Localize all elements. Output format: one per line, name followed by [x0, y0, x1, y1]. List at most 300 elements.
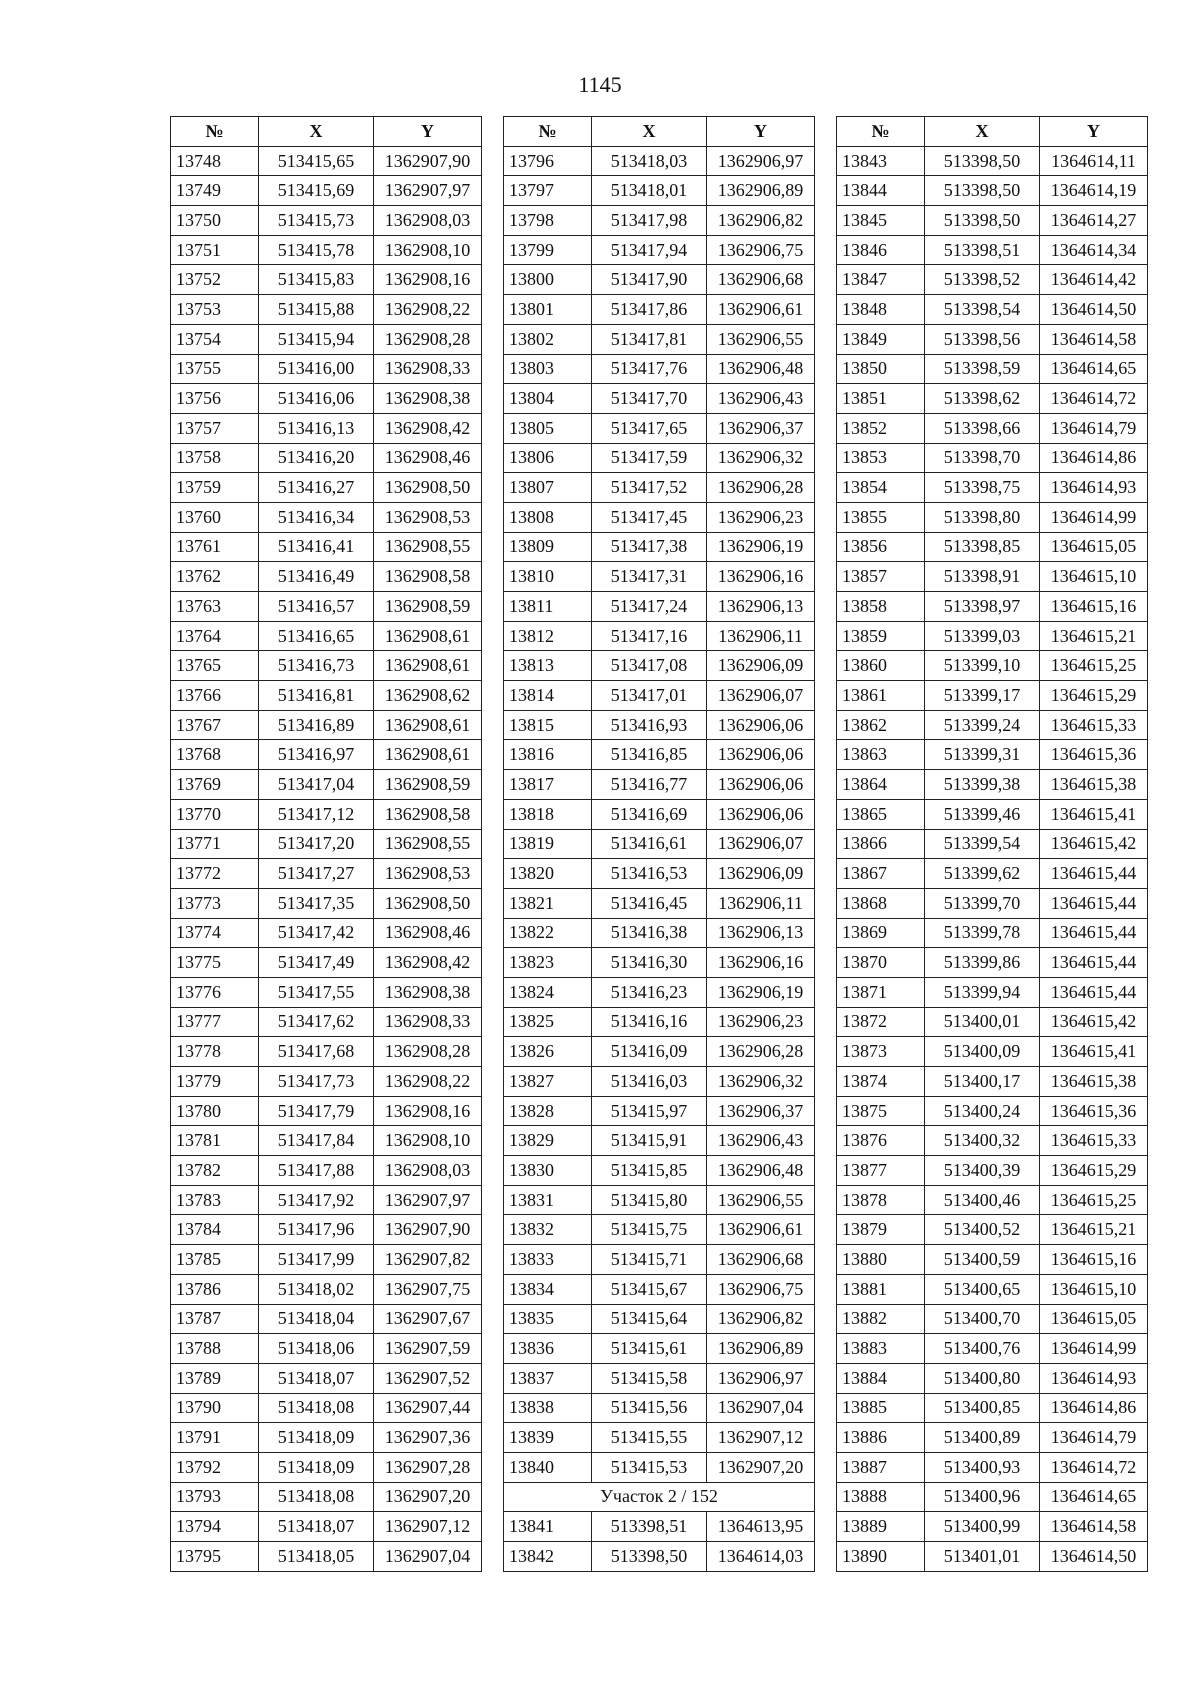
point-number-cell: 13812 [504, 621, 592, 651]
x-coordinate-cell: 513399,38 [925, 770, 1040, 800]
table-row [504, 651, 815, 681]
x-coordinate-cell: 513417,31 [592, 562, 707, 592]
x-coordinate-cell: 513400,39 [925, 1156, 1040, 1186]
x-coordinate-cell: 513415,71 [592, 1245, 707, 1275]
table-row [171, 1245, 482, 1275]
y-coordinate-cell: 1362907,20 [374, 1482, 482, 1512]
x-coordinate-cell: 513398,50 [925, 206, 1040, 236]
point-number-cell: 13873 [837, 1037, 925, 1067]
x-coordinate-cell: 513415,53 [592, 1452, 707, 1482]
table-row [504, 1304, 815, 1334]
y-coordinate-cell: 1364614,72 [1040, 1452, 1148, 1482]
table-row [504, 1334, 815, 1364]
y-coordinate-cell: 1362906,06 [707, 710, 815, 740]
x-coordinate-cell: 513416,09 [592, 1037, 707, 1067]
x-coordinate-cell: 513416,27 [259, 473, 374, 503]
point-number-cell: 13881 [837, 1274, 925, 1304]
column-header-x: X [925, 117, 1040, 147]
x-coordinate-cell: 513417,16 [592, 621, 707, 651]
table-row [171, 146, 482, 176]
point-number-cell: 13789 [171, 1363, 259, 1393]
x-coordinate-cell: 513418,05 [259, 1542, 374, 1572]
table-row [171, 1423, 482, 1453]
y-coordinate-cell: 1362908,50 [374, 888, 482, 918]
point-number-cell: 13798 [504, 206, 592, 236]
table-row [171, 829, 482, 859]
point-number-cell: 13782 [171, 1156, 259, 1186]
y-coordinate-cell: 1362906,16 [707, 948, 815, 978]
x-coordinate-cell: 513417,35 [259, 888, 374, 918]
y-coordinate-cell: 1364614,58 [1040, 1512, 1148, 1542]
point-number-cell: 13842 [504, 1542, 592, 1572]
table-row [504, 384, 815, 414]
point-number-cell: 13795 [171, 1542, 259, 1572]
table-row [504, 1363, 815, 1393]
point-number-cell: 13846 [837, 235, 925, 265]
point-number-cell: 13752 [171, 265, 259, 295]
y-coordinate-cell: 1362906,48 [707, 1156, 815, 1186]
table-row [504, 354, 815, 384]
x-coordinate-cell: 513400,89 [925, 1423, 1040, 1453]
x-coordinate-cell: 513415,78 [259, 235, 374, 265]
x-coordinate-cell: 513417,86 [592, 295, 707, 325]
y-coordinate-cell: 1362907,04 [707, 1393, 815, 1423]
y-coordinate-cell: 1364615,21 [1040, 621, 1148, 651]
table-row [171, 1482, 482, 1512]
table-row [171, 324, 482, 354]
point-number-cell: 13785 [171, 1245, 259, 1275]
x-coordinate-cell: 513418,07 [259, 1512, 374, 1542]
y-coordinate-cell: 1364613,95 [707, 1512, 815, 1542]
table-row [504, 592, 815, 622]
point-number-cell: 13833 [504, 1245, 592, 1275]
point-number-cell: 13806 [504, 443, 592, 473]
table-row [171, 1185, 482, 1215]
x-coordinate-cell: 513398,51 [592, 1512, 707, 1542]
table-row [837, 1334, 1148, 1364]
y-coordinate-cell: 1364615,44 [1040, 948, 1148, 978]
y-coordinate-cell: 1362907,12 [374, 1512, 482, 1542]
table-row [504, 681, 815, 711]
table-row [504, 1156, 815, 1186]
y-coordinate-cell: 1362906,28 [707, 473, 815, 503]
x-coordinate-cell: 513400,85 [925, 1393, 1040, 1423]
point-number-cell: 13790 [171, 1393, 259, 1423]
table-row [837, 1126, 1148, 1156]
point-number-cell: 13830 [504, 1156, 592, 1186]
x-coordinate-cell: 513415,75 [592, 1215, 707, 1245]
table-row [171, 888, 482, 918]
y-coordinate-cell: 1362908,10 [374, 235, 482, 265]
y-coordinate-cell: 1364614,79 [1040, 1423, 1148, 1453]
point-number-cell: 13886 [837, 1423, 925, 1453]
point-number-cell: 13780 [171, 1096, 259, 1126]
point-number-cell: 13810 [504, 562, 592, 592]
table-row [504, 1452, 815, 1482]
point-number-cell: 13755 [171, 354, 259, 384]
y-coordinate-cell: 1362906,89 [707, 176, 815, 206]
point-number-cell: 13751 [171, 235, 259, 265]
x-coordinate-cell: 513415,61 [592, 1334, 707, 1364]
y-coordinate-cell: 1362906,55 [707, 1185, 815, 1215]
y-coordinate-cell: 1364615,38 [1040, 1067, 1148, 1097]
y-coordinate-cell: 1364615,44 [1040, 977, 1148, 1007]
x-coordinate-cell: 513416,13 [259, 413, 374, 443]
y-coordinate-cell: 1362907,97 [374, 176, 482, 206]
point-number-cell: 13793 [171, 1482, 259, 1512]
table-row [171, 265, 482, 295]
y-coordinate-cell: 1362906,75 [707, 235, 815, 265]
y-coordinate-cell: 1362906,11 [707, 621, 815, 651]
point-number-cell: 13760 [171, 502, 259, 532]
column-header-number: № [837, 117, 925, 147]
point-number-cell: 13885 [837, 1393, 925, 1423]
table-row [837, 1037, 1148, 1067]
y-coordinate-cell: 1364615,05 [1040, 532, 1148, 562]
page-number: 1145 [578, 72, 622, 97]
point-number-cell: 13837 [504, 1363, 592, 1393]
x-coordinate-cell: 513416,65 [259, 621, 374, 651]
x-coordinate-cell: 513417,55 [259, 977, 374, 1007]
y-coordinate-cell: 1362906,28 [707, 1037, 815, 1067]
x-coordinate-cell: 513417,73 [259, 1067, 374, 1097]
x-coordinate-cell: 513416,38 [592, 918, 707, 948]
point-number-cell: 13856 [837, 532, 925, 562]
y-coordinate-cell: 1362908,03 [374, 1156, 482, 1186]
y-coordinate-cell: 1364615,44 [1040, 888, 1148, 918]
column-header-number: № [171, 117, 259, 147]
x-coordinate-cell: 513415,80 [592, 1185, 707, 1215]
table-row [504, 295, 815, 325]
y-coordinate-cell: 1364614,86 [1040, 443, 1148, 473]
table-row [837, 265, 1148, 295]
point-number-cell: 13797 [504, 176, 592, 206]
y-coordinate-cell: 1364615,10 [1040, 562, 1148, 592]
point-number-cell: 13779 [171, 1067, 259, 1097]
x-coordinate-cell: 513400,93 [925, 1452, 1040, 1482]
y-coordinate-cell: 1362906,82 [707, 1304, 815, 1334]
table-row [171, 1452, 482, 1482]
table-row [837, 710, 1148, 740]
table-row [171, 681, 482, 711]
point-number-cell: 13850 [837, 354, 925, 384]
table-row [504, 888, 815, 918]
point-number-cell: 13855 [837, 502, 925, 532]
point-number-cell: 13771 [171, 829, 259, 859]
y-coordinate-cell: 1362908,16 [374, 265, 482, 295]
table-row [837, 888, 1148, 918]
table-row [837, 681, 1148, 711]
y-coordinate-cell: 1362908,62 [374, 681, 482, 711]
y-coordinate-cell: 1362908,33 [374, 354, 482, 384]
y-coordinate-cell: 1364614,19 [1040, 176, 1148, 206]
x-coordinate-cell: 513418,08 [259, 1393, 374, 1423]
point-number-cell: 13765 [171, 651, 259, 681]
y-coordinate-cell: 1364614,50 [1040, 295, 1148, 325]
table-row [171, 1156, 482, 1186]
y-coordinate-cell: 1362908,22 [374, 1067, 482, 1097]
table-row [504, 206, 815, 236]
point-number-cell: 13770 [171, 799, 259, 829]
point-number-cell: 13821 [504, 888, 592, 918]
table-row [171, 770, 482, 800]
point-number-cell: 13829 [504, 1126, 592, 1156]
table-row [837, 1423, 1148, 1453]
table-row [837, 621, 1148, 651]
x-coordinate-cell: 513418,07 [259, 1363, 374, 1393]
table-row [171, 977, 482, 1007]
point-number-cell: 13775 [171, 948, 259, 978]
table-row [171, 918, 482, 948]
y-coordinate-cell: 1362908,10 [374, 1126, 482, 1156]
point-number-cell: 13815 [504, 710, 592, 740]
table-row [504, 829, 815, 859]
column-header-y: Y [374, 117, 482, 147]
point-number-cell: 13783 [171, 1185, 259, 1215]
y-coordinate-cell: 1362908,46 [374, 443, 482, 473]
point-number-cell: 13871 [837, 977, 925, 1007]
table-row [837, 1185, 1148, 1215]
section-row [504, 1482, 815, 1512]
x-coordinate-cell: 513415,97 [592, 1096, 707, 1126]
y-coordinate-cell: 1362907,04 [374, 1542, 482, 1572]
point-number-cell: 13774 [171, 918, 259, 948]
point-number-cell: 13794 [171, 1512, 259, 1542]
table-header-row [837, 117, 1148, 147]
y-coordinate-cell: 1364614,42 [1040, 265, 1148, 295]
table-row [837, 977, 1148, 1007]
table-row [171, 1393, 482, 1423]
y-coordinate-cell: 1364614,27 [1040, 206, 1148, 236]
x-coordinate-cell: 513398,51 [925, 235, 1040, 265]
point-number-cell: 13882 [837, 1304, 925, 1334]
y-coordinate-cell: 1364615,42 [1040, 1007, 1148, 1037]
point-number-cell: 13801 [504, 295, 592, 325]
y-coordinate-cell: 1362908,50 [374, 473, 482, 503]
x-coordinate-cell: 513415,83 [259, 265, 374, 295]
y-coordinate-cell: 1362908,22 [374, 295, 482, 325]
table-row [171, 1126, 482, 1156]
table-row [504, 770, 815, 800]
table-row [171, 1215, 482, 1245]
y-coordinate-cell: 1364615,25 [1040, 1185, 1148, 1215]
x-coordinate-cell: 513417,65 [592, 413, 707, 443]
y-coordinate-cell: 1362906,23 [707, 502, 815, 532]
column-header-x: X [259, 117, 374, 147]
column-header-y: Y [1040, 117, 1148, 147]
table-row [837, 1542, 1148, 1572]
table-row [837, 324, 1148, 354]
y-coordinate-cell: 1362908,55 [374, 829, 482, 859]
point-number-cell: 13781 [171, 1126, 259, 1156]
y-coordinate-cell: 1362908,59 [374, 770, 482, 800]
y-coordinate-cell: 1364615,29 [1040, 681, 1148, 711]
table-row [171, 1096, 482, 1126]
x-coordinate-cell: 513416,45 [592, 888, 707, 918]
table-row [171, 413, 482, 443]
x-coordinate-cell: 513416,77 [592, 770, 707, 800]
point-number-cell: 13857 [837, 562, 925, 592]
point-number-cell: 13869 [837, 918, 925, 948]
y-coordinate-cell: 1362906,19 [707, 977, 815, 1007]
point-number-cell: 13816 [504, 740, 592, 770]
table-row [171, 384, 482, 414]
y-coordinate-cell: 1362907,90 [374, 146, 482, 176]
table-row [504, 176, 815, 206]
x-coordinate-cell: 513416,93 [592, 710, 707, 740]
point-number-cell: 13838 [504, 1393, 592, 1423]
x-coordinate-cell: 513418,09 [259, 1452, 374, 1482]
point-number-cell: 13859 [837, 621, 925, 651]
coordinates-table-1 [170, 116, 482, 1572]
x-coordinate-cell: 513418,01 [592, 176, 707, 206]
point-number-cell: 13889 [837, 1512, 925, 1542]
table-row [504, 1215, 815, 1245]
y-coordinate-cell: 1362906,82 [707, 206, 815, 236]
point-number-cell: 13865 [837, 799, 925, 829]
y-coordinate-cell: 1362906,07 [707, 829, 815, 859]
y-coordinate-cell: 1364614,99 [1040, 502, 1148, 532]
x-coordinate-cell: 513398,54 [925, 295, 1040, 325]
point-number-cell: 13890 [837, 1542, 925, 1572]
x-coordinate-cell: 513399,78 [925, 918, 1040, 948]
x-coordinate-cell: 513416,85 [592, 740, 707, 770]
table-row [171, 948, 482, 978]
table-row [504, 859, 815, 889]
point-number-cell: 13757 [171, 413, 259, 443]
table-row [504, 799, 815, 829]
table-row [504, 502, 815, 532]
y-coordinate-cell: 1362908,59 [374, 592, 482, 622]
y-coordinate-cell: 1364614,65 [1040, 1482, 1148, 1512]
y-coordinate-cell: 1364615,44 [1040, 918, 1148, 948]
y-coordinate-cell: 1362907,90 [374, 1215, 482, 1245]
y-coordinate-cell: 1362907,36 [374, 1423, 482, 1453]
table-row [504, 324, 815, 354]
table-row [837, 235, 1148, 265]
y-coordinate-cell: 1362908,58 [374, 562, 482, 592]
section-label: Участок 2 / 152 [504, 1482, 815, 1512]
y-coordinate-cell: 1364615,41 [1040, 1037, 1148, 1067]
y-coordinate-cell: 1362906,68 [707, 1245, 815, 1275]
x-coordinate-cell: 513399,54 [925, 829, 1040, 859]
y-coordinate-cell: 1364614,79 [1040, 413, 1148, 443]
x-coordinate-cell: 513417,59 [592, 443, 707, 473]
y-coordinate-cell: 1364615,36 [1040, 1096, 1148, 1126]
y-coordinate-cell: 1362906,37 [707, 413, 815, 443]
point-number-cell: 13845 [837, 206, 925, 236]
y-coordinate-cell: 1362908,33 [374, 1007, 482, 1037]
x-coordinate-cell: 513416,03 [592, 1067, 707, 1097]
table-row [837, 176, 1148, 206]
point-number-cell: 13807 [504, 473, 592, 503]
y-coordinate-cell: 1362907,59 [374, 1334, 482, 1364]
x-coordinate-cell: 513416,00 [259, 354, 374, 384]
table-row [837, 1245, 1148, 1275]
y-coordinate-cell: 1362906,09 [707, 651, 815, 681]
point-number-cell: 13804 [504, 384, 592, 414]
table-row [504, 1126, 815, 1156]
x-coordinate-cell: 513400,17 [925, 1067, 1040, 1097]
x-coordinate-cell: 513416,30 [592, 948, 707, 978]
point-number-cell: 13776 [171, 977, 259, 1007]
y-coordinate-cell: 1362906,37 [707, 1096, 815, 1126]
y-coordinate-cell: 1364615,16 [1040, 1245, 1148, 1275]
point-number-cell: 13851 [837, 384, 925, 414]
table-row [171, 1037, 482, 1067]
x-coordinate-cell: 513416,53 [592, 859, 707, 889]
y-coordinate-cell: 1362908,16 [374, 1096, 482, 1126]
x-coordinate-cell: 513401,01 [925, 1542, 1040, 1572]
table-row [504, 1096, 815, 1126]
y-coordinate-cell: 1362906,55 [707, 324, 815, 354]
point-number-cell: 13874 [837, 1067, 925, 1097]
x-coordinate-cell: 513398,50 [925, 176, 1040, 206]
y-coordinate-cell: 1362906,89 [707, 1334, 815, 1364]
table-row [504, 562, 815, 592]
table-row [504, 1185, 815, 1215]
point-number-cell: 13749 [171, 176, 259, 206]
table-row [504, 948, 815, 978]
point-number-cell: 13867 [837, 859, 925, 889]
table-row [504, 265, 815, 295]
table-row [171, 532, 482, 562]
point-number-cell: 13826 [504, 1037, 592, 1067]
x-coordinate-cell: 513415,56 [592, 1393, 707, 1423]
x-coordinate-cell: 513416,57 [259, 592, 374, 622]
table-row [504, 1245, 815, 1275]
table-row [504, 740, 815, 770]
table-row [504, 235, 815, 265]
x-coordinate-cell: 513417,20 [259, 829, 374, 859]
table-row [171, 859, 482, 889]
x-coordinate-cell: 513400,52 [925, 1215, 1040, 1245]
table-row [171, 710, 482, 740]
point-number-cell: 13767 [171, 710, 259, 740]
y-coordinate-cell: 1364614,93 [1040, 473, 1148, 503]
x-coordinate-cell: 513398,59 [925, 354, 1040, 384]
table-row [837, 532, 1148, 562]
point-number-cell: 13808 [504, 502, 592, 532]
point-number-cell: 13820 [504, 859, 592, 889]
point-number-cell: 13819 [504, 829, 592, 859]
point-number-cell: 13827 [504, 1067, 592, 1097]
y-coordinate-cell: 1362908,38 [374, 977, 482, 1007]
x-coordinate-cell: 513417,68 [259, 1037, 374, 1067]
point-number-cell: 13887 [837, 1452, 925, 1482]
y-coordinate-cell: 1364615,33 [1040, 710, 1148, 740]
table-row [837, 1512, 1148, 1542]
y-coordinate-cell: 1362906,43 [707, 384, 815, 414]
table-row [504, 1512, 815, 1542]
y-coordinate-cell: 1364614,99 [1040, 1334, 1148, 1364]
x-coordinate-cell: 513416,69 [592, 799, 707, 829]
x-coordinate-cell: 513417,84 [259, 1126, 374, 1156]
table-row [504, 1067, 815, 1097]
table-row [171, 502, 482, 532]
x-coordinate-cell: 513416,81 [259, 681, 374, 711]
y-coordinate-cell: 1362906,97 [707, 146, 815, 176]
y-coordinate-cell: 1364614,72 [1040, 384, 1148, 414]
x-coordinate-cell: 513399,86 [925, 948, 1040, 978]
y-coordinate-cell: 1362906,16 [707, 562, 815, 592]
x-coordinate-cell: 513417,94 [592, 235, 707, 265]
x-coordinate-cell: 513417,24 [592, 592, 707, 622]
table-row [171, 651, 482, 681]
point-number-cell: 13840 [504, 1452, 592, 1482]
point-number-cell: 13841 [504, 1512, 592, 1542]
y-coordinate-cell: 1362906,48 [707, 354, 815, 384]
